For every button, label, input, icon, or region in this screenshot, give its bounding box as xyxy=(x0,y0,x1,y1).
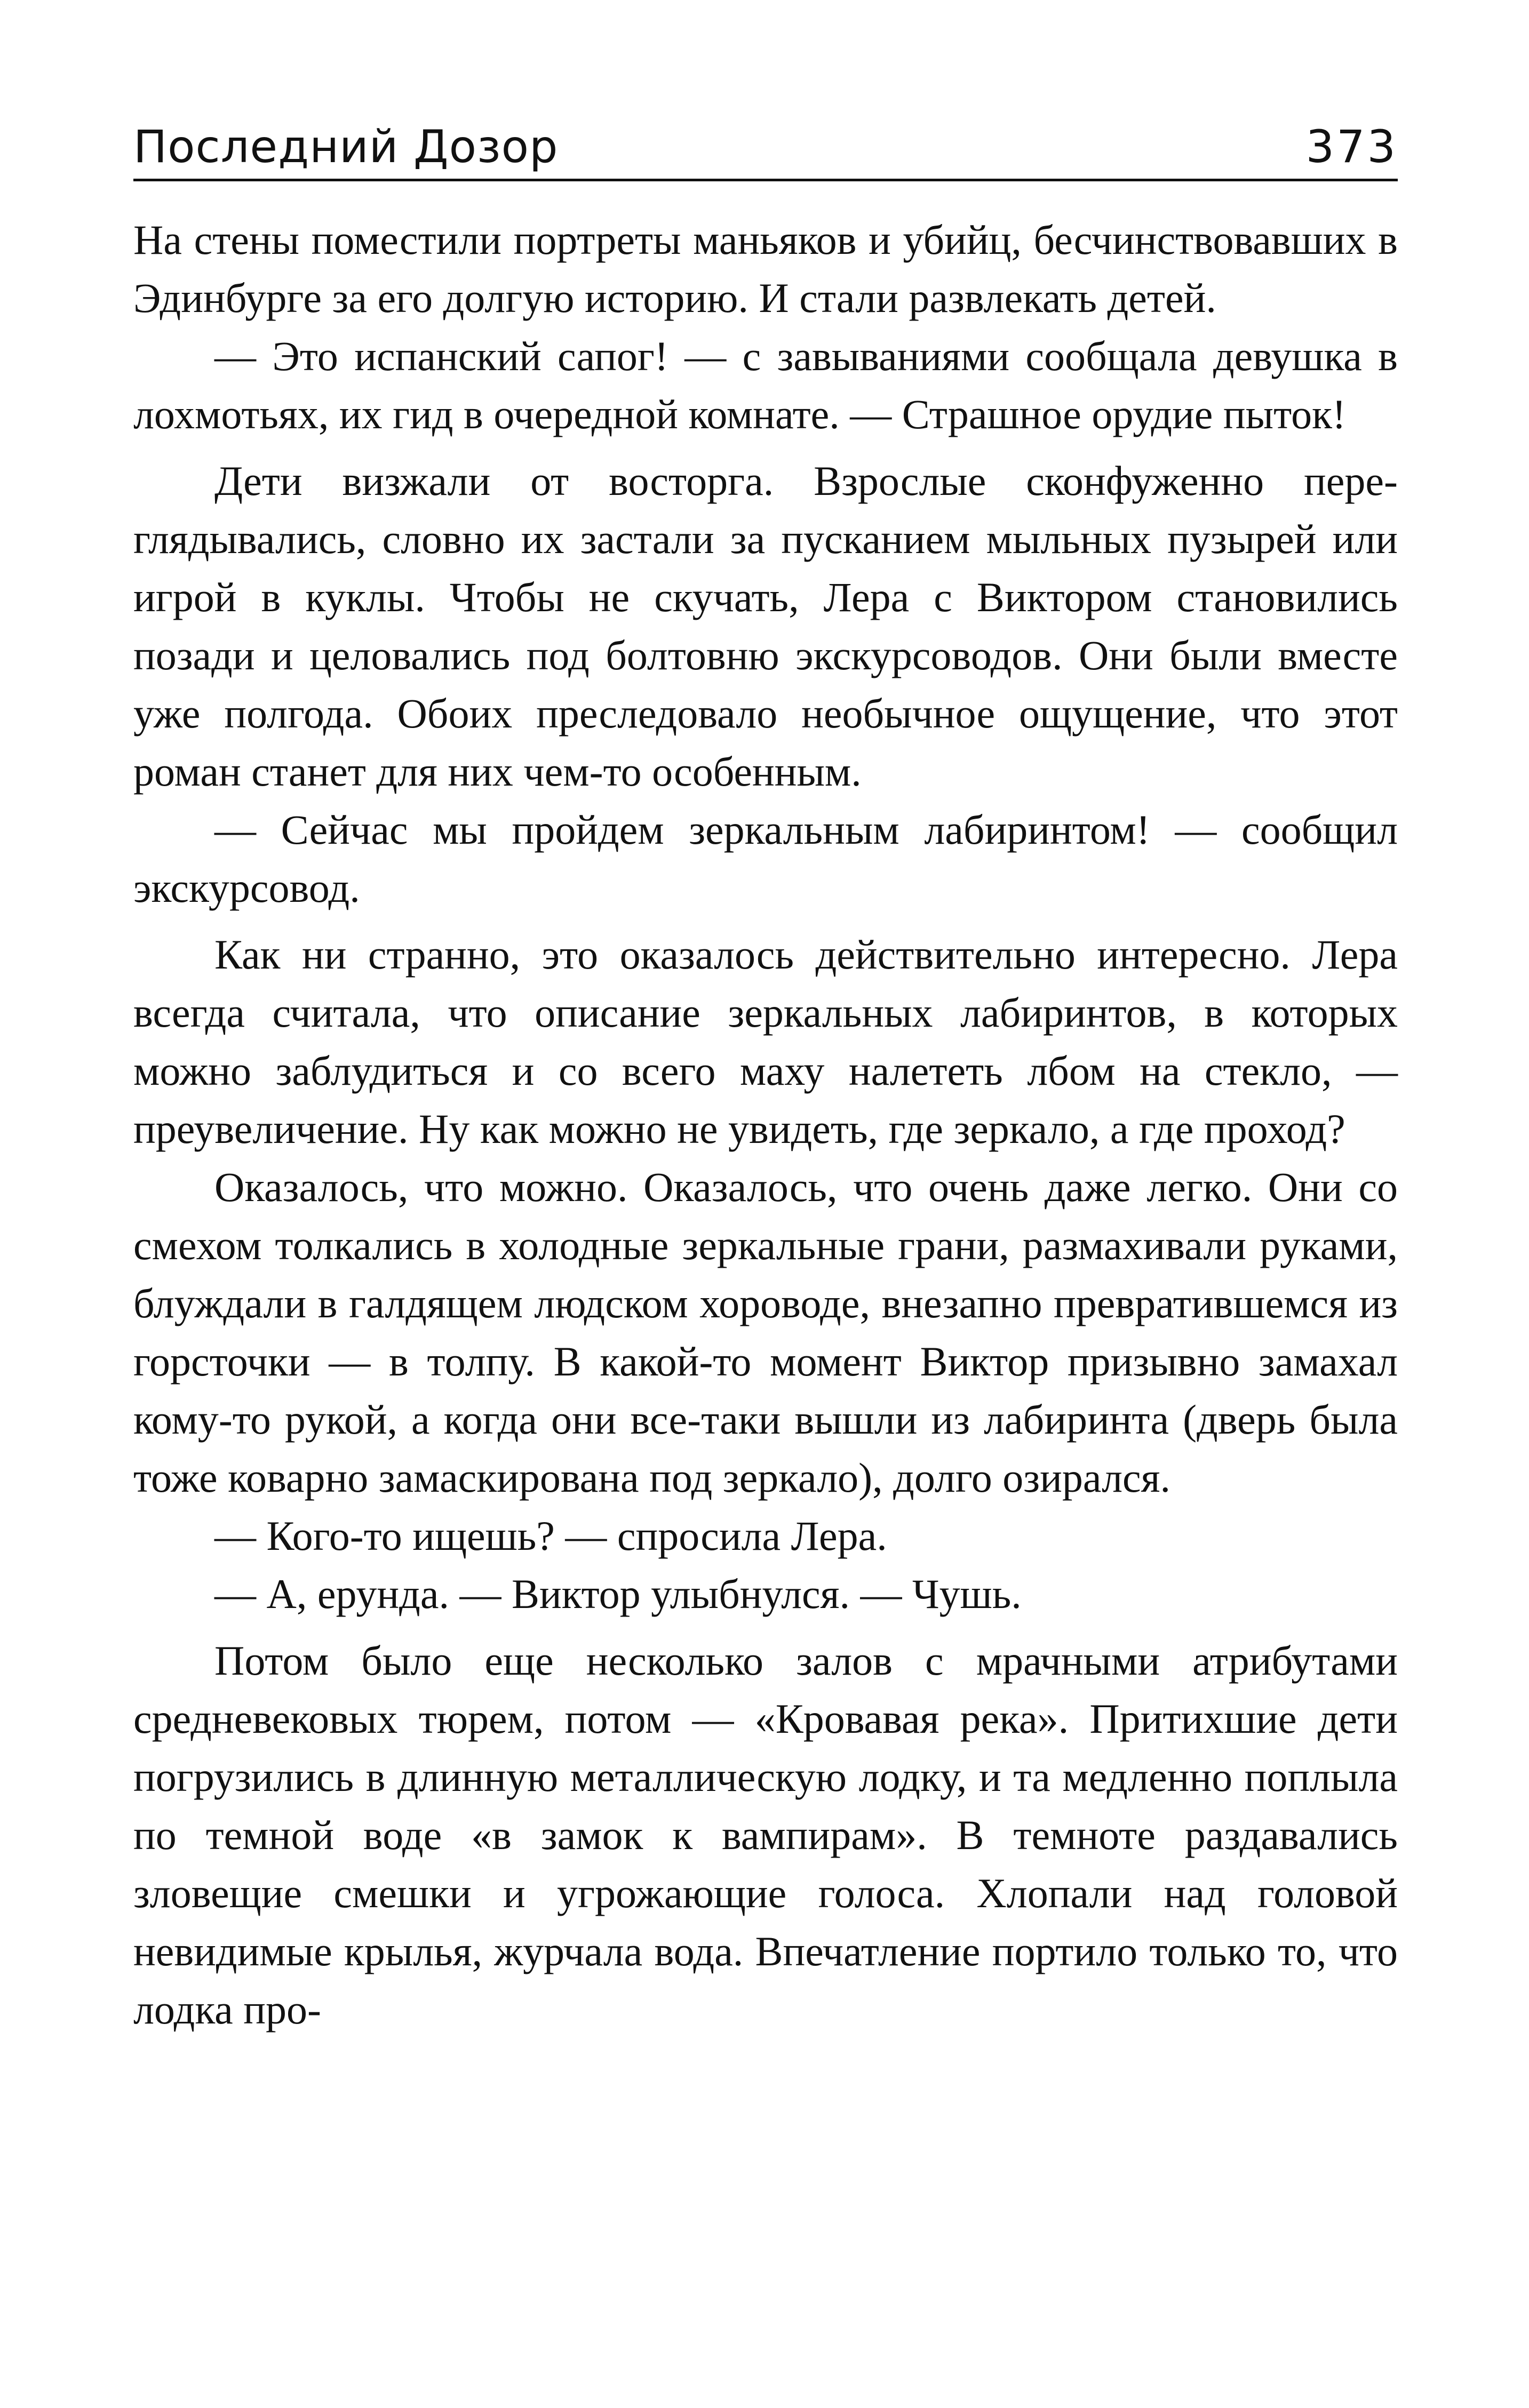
paragraph: Как ни странно, это оказалось действительно интересно. Лера всегда считала, что описание зеркальных лабиринтов, в которых можно заблудиться и со всего маху налететь лбом на стекло, — преувеличение. Ну как можно не увидеть, где зеркало, а где проход? xyxy=(133,931,1398,1152)
paragraph: Дети визжали от восторга. Взрослые сконфуженно переглядывались, словно их застали за пусканием мыльных пузырей или игрой в куклы. Чтобы не скучать, Лера с Виктором становились позади и целовались под болтовню экскурсоводов. Они были вместе уже полгода. Обоих преследовало необычное ощущение, что этот роман станет для них чем-то особенным. xyxy=(133,458,1398,795)
paragraph: — Сейчас мы пройдем зеркальным лабиринтом! — сообщил экскурсовод. xyxy=(133,806,1398,911)
header-title: Последний Дозор xyxy=(133,121,559,173)
paragraph: На стены поместили портреты маньяков и убийц, бесчинствовавших в Эдинбурге за его долгую историю. И стали развлекать детей. xyxy=(133,217,1398,321)
paragraph: — Кого-то ищешь? — спросила Лера. xyxy=(214,1513,887,1559)
paragraph: — Это испанский сапог! — с завываниями сообщала девушка в лохмотьях, их гид в очередной комнате. — Страшное орудие пыток! xyxy=(133,333,1398,437)
page-number: 373 xyxy=(1305,121,1398,173)
body-text xyxy=(133,211,1398,2038)
paragraph: — А, ерунда. — Виктор улыбнулся. — Чушь. xyxy=(214,1571,1022,1617)
paragraph: Оказалось, что можно. Оказалось, что очень даже легко. Они со смехом толкались в холодные зеркальные грани, размахивали руками, блуждали в галдящем людском хороводе, внезапно превратившемся из горсточки — в толпу. В какой-то момент Виктор призывно замахал кому-то рукой, а когда они все-таки вышли из лабиринта (дверь была тоже коварно замаскирована под зеркало), долго озирался. xyxy=(133,1164,1398,1501)
paragraph: Потом было еще несколько залов с мрачными атрибутами средневековых тюрем, потом — «Кровавая река». Притихшие дети погрузились в длинную металлическую лодку, и та медленно поплыла по темной воде «в замок к вампирам». В темноте раздавались зловещие смешки и угрожающие голоса. Хлопали над головой невидимые крылья, журчала вода. Впечатление портило только то, что лодка про- xyxy=(133,1637,1398,2033)
running-header xyxy=(133,115,1398,181)
